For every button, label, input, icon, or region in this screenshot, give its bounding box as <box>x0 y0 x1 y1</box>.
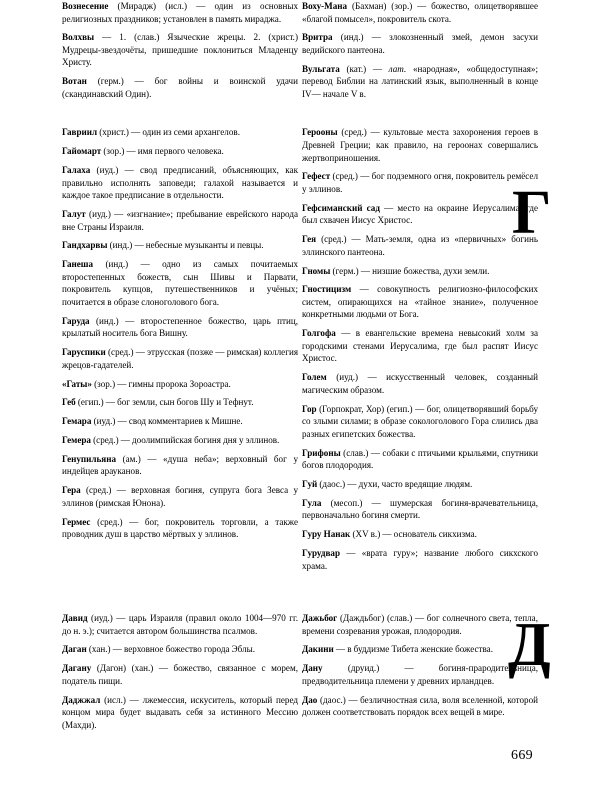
column-left-de <box>62 612 298 731</box>
entry-headword: Гор <box>302 403 317 414</box>
entry-body-text: — «врата гуру»; название любого сикхского храма. <box>302 548 538 571</box>
entry-body-text: (иуд.) — искусственный человек, созданный магическим образом. <box>302 372 538 395</box>
dictionary-entry <box>62 453 298 478</box>
entry-headword: Геб <box>62 397 76 408</box>
entry-body-text: (инд.) — одно из самых почитаемых второстепенных божеств, сын Шивы и Парвати, покровитель купцов, путешественников и учёных; почитается в образе слоноголового бога. <box>62 259 298 307</box>
entry-headword: Голем <box>302 372 327 383</box>
entry-headword: Дагану <box>62 663 92 674</box>
entry-headword: Гермес <box>62 516 91 527</box>
entry-body-text: (христ.) — один из семи архангелов. <box>97 127 240 138</box>
entry-body-text: (герм.) — бог войны и воинской удачи (скандинавский Один). <box>62 76 298 99</box>
dictionary-entry <box>302 662 538 687</box>
entry-headword: Грифоны <box>302 447 341 458</box>
entry-body-text: (сред.) — бог, покровитель торговли, а также проводник душ в царство мёртвых у эллинов. <box>62 516 298 540</box>
entry-body-text: (герм.) — низшие божества, духи земли. <box>330 265 490 276</box>
entry-headword: Дану <box>302 663 323 674</box>
entry-body-text: (егип.) — бог земли, сын богов Шу и Тефнут. <box>75 397 254 408</box>
dictionary-entry <box>302 233 538 258</box>
entry-headword: Галут <box>62 209 86 220</box>
entry-body-text: (друид.) — богиня-прародительница, предводительница племени у древних ирландцев. <box>302 663 538 686</box>
column-right-ge <box>302 0 538 572</box>
dictionary-entry <box>62 75 298 100</box>
dictionary-entry <box>302 497 538 522</box>
entry-body-text: (иуд.) — «изгнание»; пребывание еврейского народа вне Страны Израиля. <box>62 209 298 232</box>
dictionary-entry <box>62 164 298 202</box>
entry-body-text: (иуд.) — царь Израиля (правил около 1004—970 гг. до н. э.); считается автором большинства псалмов. <box>62 613 298 636</box>
dictionary-entry <box>302 202 538 227</box>
entry-body-text: (Даждьбог) (слав.) — бог солнечного света, тепла, времени созревания урожая, плодородия. <box>302 613 538 636</box>
dictionary-entry <box>62 484 298 509</box>
entry-body-text: (месоп.) — шумерская богиня-врачевательница, первоначально богиня смерти. <box>302 497 538 521</box>
column-right-de <box>302 612 538 719</box>
dictionary-entry <box>62 315 298 340</box>
entry-body-text: (Дагон) (хан.) — божество, связанное с морем, податель пищи. <box>62 663 298 686</box>
dictionary-entry <box>62 662 298 687</box>
column-left-ge <box>62 0 298 541</box>
entry-headword: Вознесение <box>62 1 109 11</box>
entry-headword: Даган <box>62 644 87 655</box>
entry-body-italic: лат. <box>388 63 407 74</box>
dictionary-entry <box>302 403 538 441</box>
entry-body-text: (исл.) — лжемессия, искуситель, который перед концом мира будет выдавать себя за истинного Мессию (Махди). <box>62 694 298 730</box>
dictionary-entry <box>62 126 298 139</box>
dictionary-entry <box>302 63 538 101</box>
entry-headword: Гностицизм <box>302 284 352 295</box>
entry-headword: Гея <box>302 234 317 245</box>
entry-body-text: (иуд.) — свод комментариев к Мишне. <box>91 416 243 427</box>
entry-headword: Дакини <box>302 644 334 655</box>
letter-marker-ge: Г <box>512 179 552 247</box>
entry-body-text: (сред.) — Мать-земля, одна из «первичных» богинь эллинского пантеона. <box>302 234 538 257</box>
entry-body-text: (ам.) — «душа неба»; верховный бог у индейцев арауканов. <box>62 453 298 477</box>
entry-headword: Воху-Мана <box>302 1 348 11</box>
entry-headword: Гандхарвы <box>62 240 108 251</box>
letter-marker-de: Д <box>508 611 551 679</box>
dictionary-entry <box>302 126 538 164</box>
entry-body-text: (даос.) — духи, часто вредящие людям. <box>317 478 473 489</box>
entry-body-text: — в буддизме Тибета женские божества. <box>333 644 493 655</box>
entry-headword: Волхвы <box>62 32 95 43</box>
entry-headword: Гуй <box>302 478 318 489</box>
entry-headword: Гаруда <box>62 315 90 326</box>
entry-headword: Гефсиманский сад <box>302 202 380 213</box>
entry-body-text: (хан.) — верховное божество города Эблы. <box>86 644 255 655</box>
dictionary-entry <box>62 0 298 25</box>
entry-body-text: (иуд.) — свод предписаний, объясняющих, как правильно исполнять заповеди; галахой называется и каждое такое предписание в отдельности. <box>62 165 298 201</box>
entry-headword: Гемара <box>62 416 92 427</box>
dictionary-entry <box>62 396 298 409</box>
entry-body-text: (инд.) — второстепенное божество, царь птиц, крылатый носитель бога Вишну. <box>62 315 298 339</box>
dictionary-entry <box>62 258 298 308</box>
entry-headword: Герооны <box>302 127 338 138</box>
entry-body-text: — 1. (слав.) Языческие жрецы. 2. (христ.) Мудрецы-звездочёты, пришедшие поклониться Младенцу Христу. <box>62 32 298 68</box>
entry-body-text: (зор.) — имя первого человека. <box>101 146 224 157</box>
page-number: 669 <box>511 748 533 763</box>
entry-headword: Гномы <box>302 265 331 276</box>
dictionary-entry <box>302 612 538 637</box>
entry-headword: Вритра <box>302 32 333 43</box>
entry-headword: Ганеша <box>62 259 94 270</box>
entry-body-text: (инд.) — злокозненный змей, демон засухи ведийского пантеона. <box>302 32 538 55</box>
entry-headword: Гурудвар <box>302 548 341 559</box>
entry-headword: Дао <box>302 694 318 705</box>
dictionary-entry <box>62 643 298 656</box>
entry-body-text: (кат.) — <box>339 63 389 74</box>
entry-body-text: — совокупность религиозно-философских систем, опирающихся на «тайное знание», полученное конкретными людьми от Бога. <box>302 284 538 320</box>
dictionary-entry <box>62 516 298 541</box>
entry-body-text: (XV в.) — основатель сикхизма. <box>350 529 477 540</box>
dictionary-entry <box>62 694 298 732</box>
entry-body-text: (сред.) — культовые места захоронения героев в Древней Греции; как правило, на героонах совершались жертвоприношения. <box>302 127 538 163</box>
entry-headword: Вотан <box>62 76 87 87</box>
entry-body-text: (сред.) — верховная богиня, супруга бога Зевса у эллинов (римская Юнона). <box>62 485 298 508</box>
dictionary-entry <box>302 694 538 719</box>
dictionary-entry <box>302 283 538 321</box>
dictionary-entry <box>302 265 538 278</box>
entry-body-text: (сред.) — бог подземного огня, покровитель ремёсел у эллинов. <box>302 171 538 194</box>
dictionary-entry <box>62 415 298 428</box>
dictionary-entry <box>302 327 538 365</box>
dictionary-entry <box>62 378 298 391</box>
entry-headword: Гера <box>62 485 81 496</box>
dictionary-entry <box>302 170 538 195</box>
dictionary-entry <box>302 447 538 472</box>
entry-body-text: (инд.) — небесные музыканты и певцы. <box>107 240 264 251</box>
entry-headword: «Гаты» <box>62 378 92 389</box>
entry-headword: Гемера <box>62 435 91 446</box>
entry-headword: Гефест <box>302 171 331 182</box>
entry-body-text: — в евангельские времена невысокий холм за городскими стенами Иерусалима, где был распят Иисус Христос. <box>302 328 538 364</box>
entry-headword: Голгофа <box>302 328 336 339</box>
dictionary-entry <box>302 478 538 491</box>
entry-body-text: (сред.) — этрусская (позже — римская) коллегия жрецов-гадателей. <box>62 347 298 370</box>
dictionary-entry <box>302 31 538 56</box>
dictionary-entry <box>62 208 298 233</box>
dictionary-entry <box>302 0 538 25</box>
entry-body-text: (зор.) — гимны пророка Зороастра. <box>91 378 231 389</box>
entry-headword: Гавриил <box>62 127 98 138</box>
entry-body-text: (слав.) — собаки с птичьими крыльями, спутники богов плодородия. <box>302 447 538 471</box>
dictionary-entry <box>302 643 538 656</box>
entry-headword: Даджжал <box>62 694 101 705</box>
entry-body-text: — место на окраине Иерусалима, где был схвачен Иисус Христос. <box>302 202 539 226</box>
entry-headword: Гайомарт <box>62 146 102 157</box>
entry-body-text: «народная», «общедоступная»; перевод Библии на латинский язык, выполненный в конце IV— начале V в. <box>302 63 538 99</box>
dictionary-entry <box>302 547 538 572</box>
dictionary-entry <box>62 346 298 371</box>
entry-body-text: (даос.) — безличностная сила, воля вселенной, которой должен соответствовать порядок всех вещей в мире. <box>302 694 538 718</box>
entry-body-text: (сред.) — доолимпийская богиня дня у эллинов. <box>90 435 280 446</box>
entry-headword: Вульгата <box>302 63 340 74</box>
dictionary-entry <box>62 145 298 158</box>
entry-headword: Давид <box>62 613 88 623</box>
entry-body-text: (Бахман) (зор.) — божество, олицетворявшее «благой помысел», покровитель скота. <box>302 1 538 24</box>
entry-headword: Генупильяна <box>62 453 117 464</box>
dictionary-entry <box>62 434 298 447</box>
entry-headword: Гуру Нанак <box>302 529 351 540</box>
entry-headword: Дажьбог <box>302 613 338 623</box>
entry-body-text: (Горпократ, Хор) (егип.) — бог, олицетворявший борьбу со злыми силами; в образе сокологолового Гора слились два разных египетских божества. <box>302 403 538 439</box>
dictionary-entry <box>302 528 538 541</box>
dictionary-entry <box>62 31 298 69</box>
dictionary-entry <box>302 371 538 396</box>
entry-headword: Галаха <box>62 165 91 176</box>
dictionary-entry <box>62 239 298 252</box>
dictionary-entry <box>62 612 298 637</box>
entry-body-text: (Мирадж) (исл.) — один из основных религиозных праздников; установлен в память мираджа. <box>62 1 298 24</box>
entry-headword: Гула <box>302 497 322 508</box>
entry-headword: Гаруспики <box>62 347 106 358</box>
